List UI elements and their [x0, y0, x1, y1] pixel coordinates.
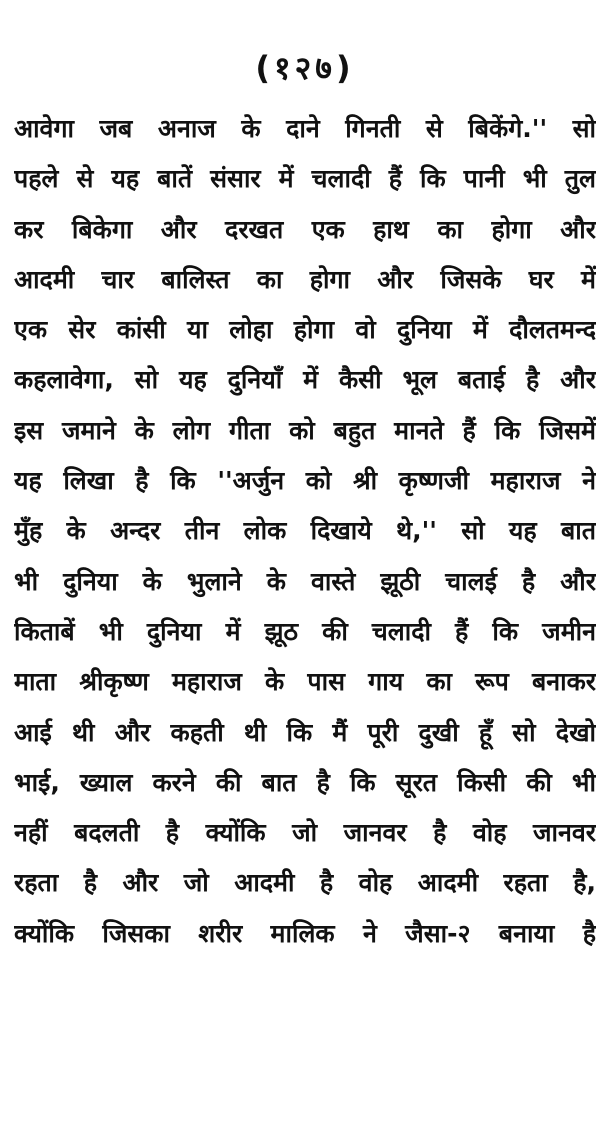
- text-line: यह लिखा है कि ''अर्जुन को श्री कृष्णजी महाराज ने: [14, 466, 596, 496]
- text-line: नहीं बदलती है क्योंकि जो जानवर है वोह जानवर: [14, 818, 596, 848]
- text-line: किताबें भी दुनिया में झूठ की चलादी हैं कि जमीन: [14, 616, 596, 646]
- text-line: क्योंकि जिसका शरीर मालिक ने जैसा-२ बनाया है: [14, 918, 596, 948]
- text-line: कर बिकेगा और दरखत एक हाथ का होगा और: [14, 214, 596, 244]
- body-text: [14, 104, 596, 959]
- text-line: माता श्रीकृष्ण महाराज के पास गाय का रूप बनाकर: [14, 667, 596, 697]
- page-number: (१२७): [255, 49, 355, 87]
- text-line: आवेगा जब अनाज के दाने गिनती से बिकेंगे.'' सो: [14, 114, 596, 143]
- text-line: आई थी और कहती थी कि मैं पूरी दुखी हूँ सो देखो: [14, 717, 596, 747]
- text-line: भी दुनिया के भुलाने के वास्ते झूठी चालई है और: [14, 566, 596, 596]
- text-line: कहलावेगा, सो यह दुनियाँ में कैसी भूल बताई है और: [14, 365, 596, 395]
- text-line: एक सेर कांसी या लोहा होगा वो दुनिया में दौलतमन्द: [14, 315, 596, 345]
- text-line: आदमी चार बालिस्त का होगा और जिसके घर में: [14, 264, 596, 294]
- text-line: मुँह के अन्दर तीन लोक दिखाये थे,'' सो यह बात: [14, 516, 596, 546]
- text-line: भाई, ख्याल करने की बात है कि सूरत किसी की भी: [14, 767, 596, 797]
- text-line: पहले से यह बातें संसार में चलादी हैं कि पानी भी तुल: [14, 164, 596, 194]
- text-line: रहता है और जो आदमी है वोह आदमी रहता है,: [14, 868, 596, 898]
- text-line: इस जमाने के लोग गीता को बहुत मानते हैं कि जिसमें: [14, 415, 596, 445]
